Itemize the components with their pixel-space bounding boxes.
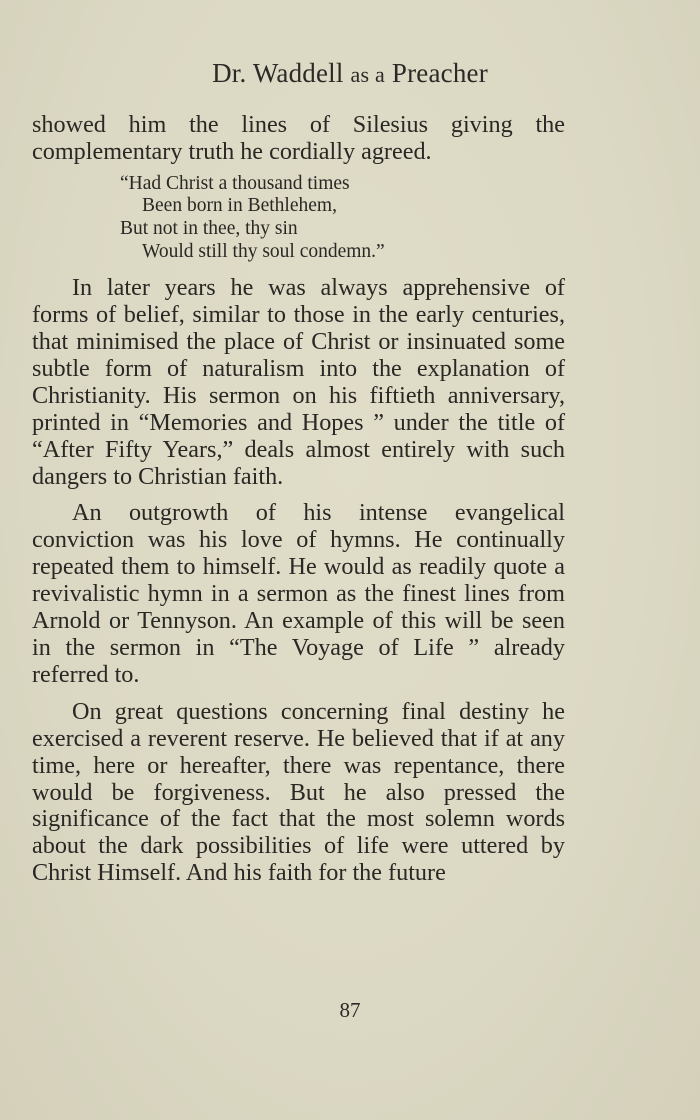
- paragraph-hymns: An outgrowth of his intense evangelical conviction was his love of hymns. He continually repeated them to himself. He would as readily quote a revivalistic hymn in a sermon as the finest lines from Arnold or Tennyson. An example of this will be seen in the sermon in “The Voyage of Life ” already referred to.: [32, 499, 565, 688]
- running-header-part1: Dr. Waddell: [212, 58, 351, 88]
- running-header-part2: Preacher: [384, 58, 488, 88]
- poem-line-4: Would still thy soul condemn.”: [142, 240, 385, 262]
- poem-quotation: [120, 173, 565, 263]
- page-number: 87: [339, 998, 361, 1022]
- paragraph-final-destiny: On great questions concerning final destiny he exercised a reverent reserve. He believed that if at any time, here or hereafter, there was repentance, there would be forgiveness. But he also pressed the significance of the fact that the most solemn words about the dark possibilities of life were uttered by Christ Himself. And his faith for the future: [32, 697, 565, 887]
- paragraph-later-years: In later years he was always apprehensive of forms of belief, similar to those in the early centuries, that minimised the place of Christ or insinuated some subtle form of naturalism into the explanation of Christianity. His sermon on his fiftieth anniversary, printed in “Memories and Hopes ” under the title of “After Fifty Years,” deals almost entirely with such dangers to Christian faith.: [32, 274, 565, 490]
- poem-line-2: Been born in Bethlehem,: [142, 195, 337, 217]
- running-header: [0, 58, 700, 89]
- poem-line-1: “Had Christ a thousand times: [120, 172, 350, 194]
- body-text: [32, 112, 565, 887]
- poem-line-3: But not in thee, thy sin: [120, 218, 298, 239]
- paragraph-continued: showed him the lines of Silesius giving the complementary truth he cordially agreed.: [32, 111, 565, 165]
- running-header-small: as a: [350, 62, 385, 87]
